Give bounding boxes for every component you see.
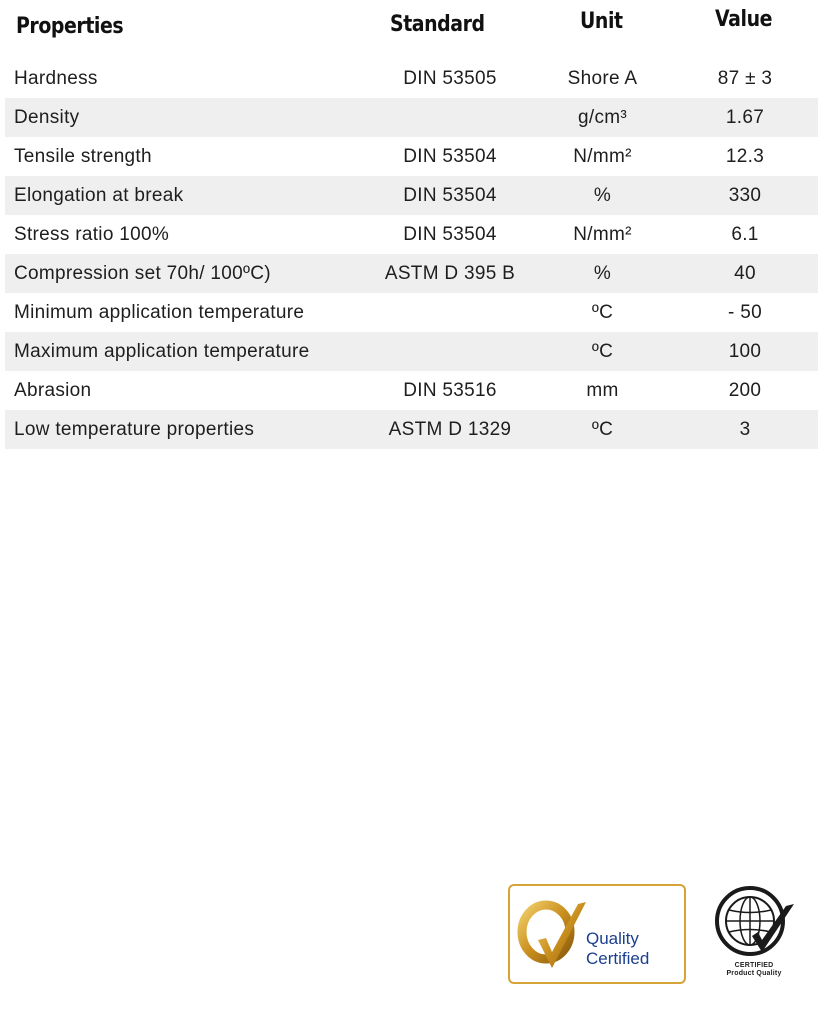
cell-value: 40 (734, 263, 756, 284)
cell-value: 100 (728, 341, 762, 362)
globe-checkmark-icon (710, 884, 796, 960)
cell-unit: ºC (591, 302, 614, 323)
cell-value: - 50 (728, 302, 762, 323)
cell-value: 6.1 (731, 224, 759, 245)
table-row (5, 410, 818, 449)
cell-unit: % (593, 263, 612, 284)
certified-label: CERTIFIED (734, 962, 774, 969)
table-row (5, 98, 818, 137)
cell-standard (345, 332, 555, 371)
cell-property: Low temperature properties (14, 419, 255, 440)
product-quality-label: Product Quality (726, 970, 782, 977)
cell-property: Tensile strength (14, 146, 152, 167)
header-standard: Standard (390, 12, 485, 37)
cell-standard: DIN 53505 (403, 68, 497, 89)
cell-property: Stress ratio 100% (14, 224, 170, 245)
header-properties: Properties (16, 14, 124, 39)
table-header (0, 0, 834, 60)
cell-unit: ºC (591, 341, 614, 362)
cell-standard: DIN 53504 (403, 224, 497, 245)
cell-unit: N/mm² (573, 224, 632, 245)
cell-property: Compression set 70h/ 100ºC) (14, 263, 271, 284)
cell-unit: g/cm³ (578, 107, 627, 128)
cell-unit: mm (586, 380, 619, 401)
gold-q-checkmark-icon (516, 894, 588, 976)
cell-value: 1.67 (725, 107, 765, 128)
cell-standard: ASTM D 1329 (388, 419, 512, 440)
table-row (5, 293, 818, 332)
table-row (5, 176, 818, 215)
table-row (5, 254, 818, 293)
cell-standard: DIN 53504 (403, 146, 497, 167)
cell-value: 3 (739, 419, 751, 440)
cell-value: 330 (728, 185, 762, 206)
cell-property: Minimum application temperature (14, 302, 305, 323)
table-row (5, 137, 818, 176)
cell-unit: Shore A (567, 68, 638, 89)
cell-property: Elongation at break (14, 185, 184, 206)
cell-property: Abrasion (14, 380, 92, 401)
cell-standard (345, 293, 555, 332)
cell-value: 200 (728, 380, 762, 401)
table-row (5, 59, 818, 98)
table-row (5, 332, 818, 371)
cell-property: Hardness (14, 68, 98, 89)
cell-standard: DIN 53504 (403, 185, 497, 206)
quality-certified-badge (508, 884, 686, 984)
table-row (5, 215, 818, 254)
header-value: Value (715, 7, 773, 32)
cell-unit: % (593, 185, 612, 206)
properties-table (5, 59, 818, 449)
table-row (5, 371, 818, 410)
cell-unit: ºC (591, 419, 614, 440)
cell-value: 87 ± 3 (717, 68, 773, 89)
certified-label: Certified (586, 949, 650, 968)
cell-standard: ASTM D 395 B (384, 263, 516, 284)
cell-standard (345, 98, 555, 137)
header-unit: Unit (580, 9, 623, 34)
cell-property: Maximum application temperature (14, 341, 310, 362)
cell-unit: N/mm² (573, 146, 632, 167)
quality-label: Quality (586, 929, 639, 948)
cell-value: 12.3 (725, 146, 765, 167)
certified-product-quality-seal (706, 884, 802, 984)
cell-property: Density (14, 107, 80, 128)
cell-standard: DIN 53516 (403, 380, 497, 401)
